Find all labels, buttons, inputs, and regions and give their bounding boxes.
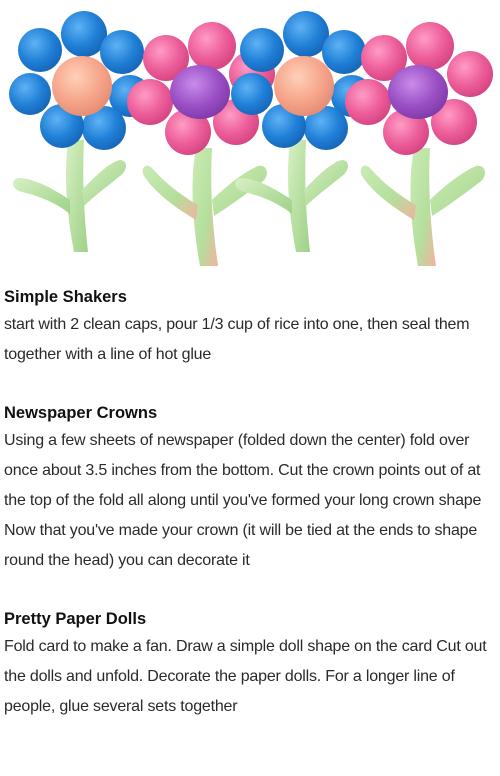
section-paragraph: Fold card to make a fan. Draw a simple doll shape on the card Cut out the dolls and unfold. Decorate the paper dolls. For a longer line of people, glue several sets together [4, 638, 487, 715]
section-paragraph: start with 2 clean caps, pour 1/3 cup of rice into one, then seal them together with a line of hot glue [4, 316, 470, 363]
section-paragraph: Using a few sheets of newspaper (folded down the center) fold over once about 3.5 inches from the bottom. Cut the crown points out of at the top of the fold all along until you've formed your long crown shape [4, 432, 482, 509]
article-content [4, 284, 496, 722]
section-simple-shakers [4, 284, 496, 370]
section-title: Newspaper Crowns [4, 404, 158, 422]
section-title: Pretty Paper Dolls [4, 610, 147, 628]
section-pretty-paper-dolls [4, 606, 496, 722]
section-paragraph: Now that you've made your crown (it will be tied at the ends to shape round the head) you can decorate it [4, 522, 478, 569]
clay-flowers-image [0, 0, 500, 280]
section-title: Simple Shakers [4, 288, 127, 306]
section-newspaper-crowns [4, 400, 496, 576]
